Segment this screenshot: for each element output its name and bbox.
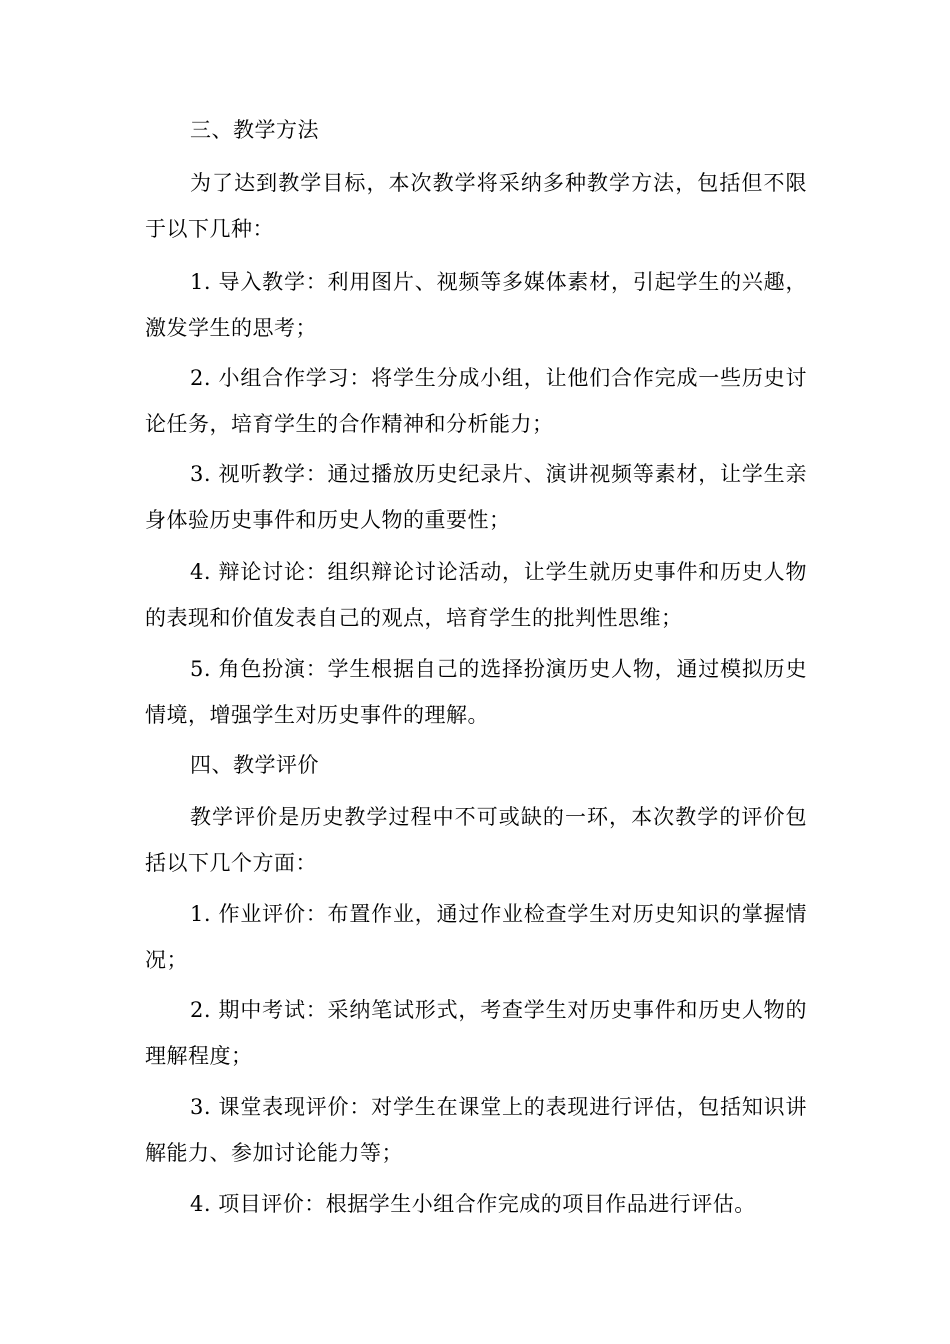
list-item-evaluation-4: 4. 项目评价：根据学生小组合作完成的项目作品进行评估。 <box>190 1192 756 1216</box>
list-item-method-2: 2. 小组合作学习：将学生分成小组，让他们合作完成一些历史讨论任务，培育学生的合作精神和分析能力； <box>145 366 807 436</box>
list-item-method-4: 4. 辩论讨论：组织辩论讨论活动，让学生就历史事件和历史人物的表现和价值发表自己的观点，培育学生的批判性思维； <box>145 560 807 630</box>
list-item-method-3: 3. 视听教学：通过播放历史纪录片、演讲视频等素材，让学生亲身体验历史事件和历史人物的重要性； <box>145 462 807 532</box>
list-item-evaluation-2: 2. 期中考试：采纳笔试形式，考查学生对历史事件和历史人物的理解程度； <box>145 998 807 1068</box>
section-heading-teaching-methods: 三、教学方法 <box>190 118 319 142</box>
list-item-evaluation-1: 1. 作业评价：布置作业，通过作业检查学生对历史知识的掌握情况； <box>145 902 807 972</box>
list-item-method-1: 1. 导入教学：利用图片、视频等多媒体素材，引起学生的兴趣，激发学生的思考； <box>145 270 807 340</box>
paragraph-evaluation-intro: 教学评价是历史教学过程中不可或缺的一环，本次教学的评价包括以下几个方面： <box>145 805 807 875</box>
paragraph-methods-intro: 为了达到教学目标，本次教学将采纳多种教学方法，包括但不限于以下几种： <box>145 171 807 241</box>
section-heading-teaching-evaluation: 四、教学评价 <box>190 753 319 777</box>
list-item-method-5: 5. 角色扮演：学生根据自己的选择扮演历史人物，通过模拟历史情境，增强学生对历史事件的理解。 <box>145 657 807 727</box>
list-item-evaluation-3: 3. 课堂表现评价：对学生在课堂上的表现进行评估，包括知识讲解能力、参加讨论能力等； <box>145 1095 807 1165</box>
